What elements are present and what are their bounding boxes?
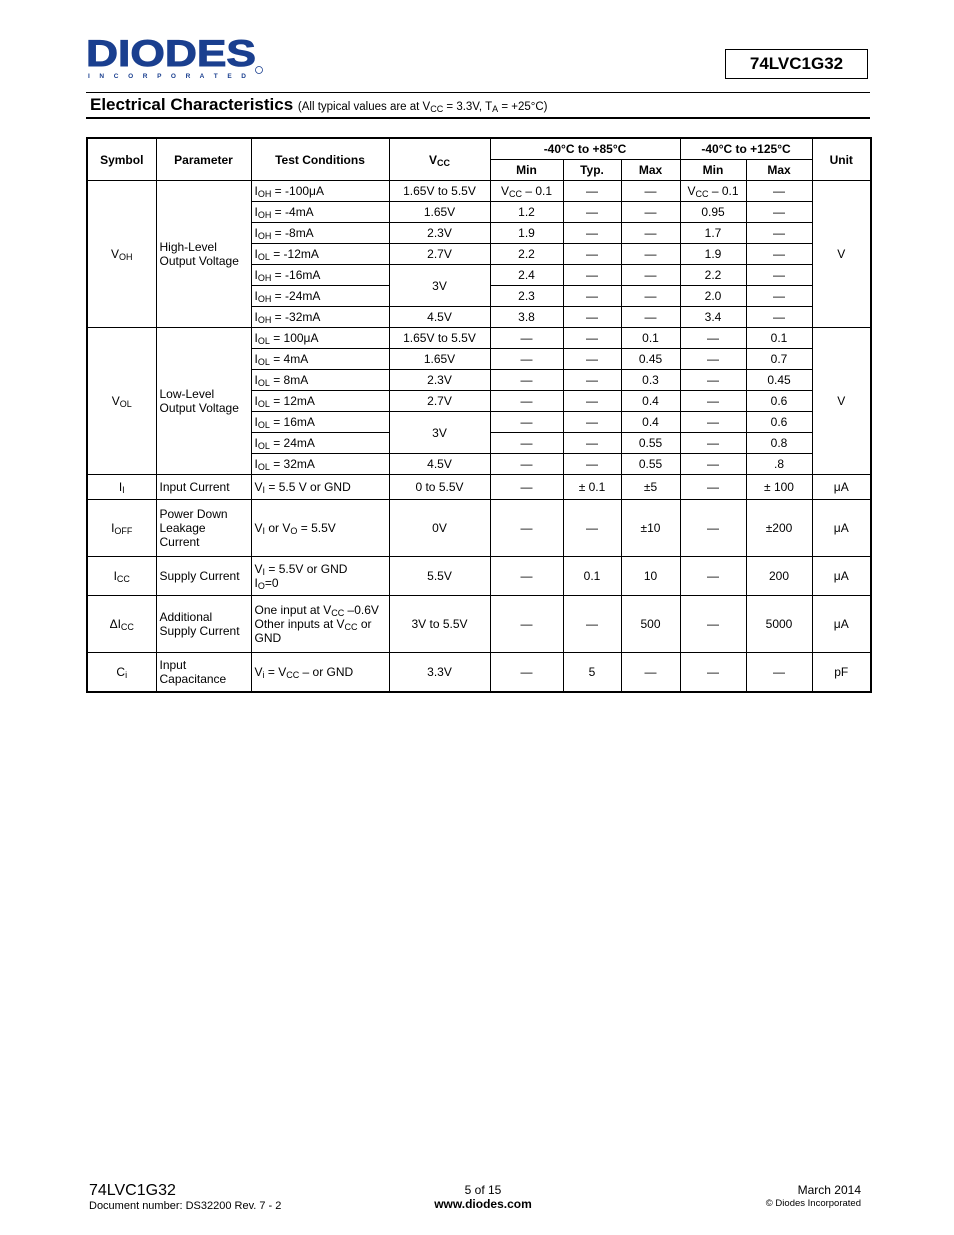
min-85-cell: — xyxy=(490,370,563,391)
max-125-cell: .8 xyxy=(746,454,812,475)
max-85-cell: 0.45 xyxy=(621,349,680,370)
max-125-cell: — xyxy=(746,265,812,286)
parameter-icc: Supply Current xyxy=(156,557,251,596)
min-125-cell: — xyxy=(680,433,746,454)
header-typ-85: Typ. xyxy=(563,160,621,181)
symbol-ii: $I_I$ xyxy=(87,475,156,500)
table-row xyxy=(87,500,871,557)
logo-subtitle: I N C O R P O R A T E D xyxy=(88,73,246,80)
condition-cell: $I_{OH} = -32mA$ xyxy=(251,307,389,328)
min-85-cell: — xyxy=(490,328,563,349)
condition-cell: $I_{OH} = -16mA$ xyxy=(251,265,389,286)
max-85-cell: — xyxy=(621,286,680,307)
table-row xyxy=(87,557,871,596)
min-125-cell: 1.9 xyxy=(680,244,746,265)
vcc-cell: 2.7V xyxy=(389,391,490,412)
max-85-cell: 500 xyxy=(621,596,680,653)
footer-doc-number: Document number: DS32200 Rev. 7 - 2 xyxy=(89,1200,282,1212)
typ-85-cell: — xyxy=(563,244,621,265)
max-125-cell: — xyxy=(746,223,812,244)
typ-85-cell: 0.1 xyxy=(563,557,621,596)
footer-copyright: © Diodes Incorporated xyxy=(765,1198,861,1209)
typ-85-cell: — xyxy=(563,307,621,328)
unit-ioff: μA xyxy=(812,500,871,557)
diodes-logo xyxy=(86,36,266,80)
typ-85-cell: — xyxy=(563,596,621,653)
min-125-cell: — xyxy=(680,370,746,391)
min-85-cell: — xyxy=(490,349,563,370)
unit-voh: V xyxy=(812,181,871,328)
min-85-cell: — xyxy=(490,653,563,693)
section-title xyxy=(90,95,548,115)
header-symbol: Symbol xyxy=(87,138,156,181)
vcc-cell: 0V xyxy=(389,500,490,557)
typ-85-cell: — xyxy=(563,223,621,244)
condition-cell: $I_{OL} = 32mA$ xyxy=(251,454,389,475)
max-85-cell: 0.4 xyxy=(621,412,680,433)
symbol-icc: $I_{CC}$ xyxy=(87,557,156,596)
unit-ci: pF xyxy=(812,653,871,693)
min-125-cell: 2.0 xyxy=(680,286,746,307)
min-125-cell: — xyxy=(680,349,746,370)
min-125-cell: $V_{CC} - 0.1$ xyxy=(680,181,746,202)
max-85-cell: 0.55 xyxy=(621,433,680,454)
max-125-cell: — xyxy=(746,286,812,307)
header-range-85: -40°C to +85°C xyxy=(490,138,680,160)
header-parameter: Parameter xyxy=(156,138,251,181)
vcc-cell: 3V xyxy=(389,412,490,454)
condition-cell: $I_{OL} = -12mA$ xyxy=(251,244,389,265)
vcc-cell: 4.5V xyxy=(389,454,490,475)
condition-cell: $V_i = V_{CC}$ – or GND xyxy=(251,653,389,693)
table-row xyxy=(87,475,871,500)
symbol-vol: $V_{OL}$ xyxy=(87,328,156,475)
max-125-cell: 0.8 xyxy=(746,433,812,454)
condition-cell: $I_{OL} = 16mA$ xyxy=(251,412,389,433)
min-125-cell: — xyxy=(680,454,746,475)
typ-85-cell: — xyxy=(563,433,621,454)
logo-wordmark: DIODES xyxy=(86,36,256,74)
min-125-cell: — xyxy=(680,412,746,433)
max-85-cell: 0.4 xyxy=(621,391,680,412)
min-85-cell: 1.9 xyxy=(490,223,563,244)
header-min-85: Min xyxy=(490,160,563,181)
vcc-cell: 2.3V xyxy=(389,223,490,244)
unit-dicc: μA xyxy=(812,596,871,653)
parameter-ii: Input Current xyxy=(156,475,251,500)
table-row xyxy=(87,181,871,202)
footer-date: March 2014 xyxy=(797,1183,861,1197)
table-row xyxy=(87,653,871,693)
max-85-cell: ±10 xyxy=(621,500,680,557)
vcc-cell: 2.3V xyxy=(389,370,490,391)
min-125-cell: — xyxy=(680,328,746,349)
min-125-cell: 0.95 xyxy=(680,202,746,223)
header-vcc: $V_{CC}$ xyxy=(389,138,490,181)
condition-cell: $I_{OL} = 24mA$ xyxy=(251,433,389,454)
typ-85-cell: — xyxy=(563,181,621,202)
vcc-cell: 0 to 5.5V xyxy=(389,475,490,500)
table-row xyxy=(87,596,871,653)
unit-vol: V xyxy=(812,328,871,475)
min-85-cell: 2.3 xyxy=(490,286,563,307)
unit-ii: μA xyxy=(812,475,871,500)
max-125-cell: — xyxy=(746,181,812,202)
min-125-cell: — xyxy=(680,391,746,412)
header-unit: Unit xyxy=(812,138,871,181)
min-85-cell: — xyxy=(490,391,563,412)
max-85-cell: — xyxy=(621,653,680,693)
header-test-conditions: Test Conditions xyxy=(251,138,389,181)
min-85-cell: — xyxy=(490,475,563,500)
max-85-cell: — xyxy=(621,265,680,286)
section-rule xyxy=(86,117,870,119)
footer-page: 5 of 15 xyxy=(464,1183,502,1197)
parameter-vol: Low-Level Output Voltage xyxy=(156,328,251,475)
symbol-ioff: $I_{OFF}$ xyxy=(87,500,156,557)
max-125-cell: 0.45 xyxy=(746,370,812,391)
max-85-cell: — xyxy=(621,244,680,265)
condition-cell: $I_{OH} = -24mA$ xyxy=(251,286,389,307)
condition-cell: $I_{OL} = 4mA$ xyxy=(251,349,389,370)
vcc-cell: 1.65V to 5.5V xyxy=(389,181,490,202)
vcc-cell: 1.65V to 5.5V xyxy=(389,328,490,349)
typ-85-cell: — xyxy=(563,370,621,391)
condition-cell: $I_{OL} = 8mA$ xyxy=(251,370,389,391)
condition-cell: $I_{OH} = -100\mu A$ xyxy=(251,181,389,202)
max-85-cell: 10 xyxy=(621,557,680,596)
typ-85-cell: — xyxy=(563,500,621,557)
typ-85-cell: 5 xyxy=(563,653,621,693)
max-125-cell: ± 100 xyxy=(746,475,812,500)
typ-85-cell: — xyxy=(563,454,621,475)
parameter-ioff: Power Down Leakage Current xyxy=(156,500,251,557)
typ-85-cell: — xyxy=(563,328,621,349)
section-title-text: Electrical Characteristics xyxy=(90,95,294,114)
min-85-cell: — xyxy=(490,596,563,653)
vcc-cell: 1.65V xyxy=(389,202,490,223)
registered-mark-icon xyxy=(256,67,263,74)
max-125-cell: 0.1 xyxy=(746,328,812,349)
max-85-cell: — xyxy=(621,307,680,328)
condition-cell: $V_I = 5.5V$ or GND $I_O=0$ xyxy=(251,557,389,596)
table-header-row xyxy=(87,138,871,160)
typ-85-cell: — xyxy=(563,286,621,307)
header-range-125: -40°C to +125°C xyxy=(680,138,812,160)
section-note: (All typical values are at $V_{CC} = 3.3V$, $T_A = +25^\circ C$) xyxy=(297,101,548,114)
max-125-cell: 0.6 xyxy=(746,412,812,433)
parameter-ci: Input Capacitance xyxy=(156,653,251,693)
min-125-cell: 2.2 xyxy=(680,265,746,286)
min-125-cell: — xyxy=(680,500,746,557)
typ-85-cell: — xyxy=(563,412,621,433)
condition-cell: $V_I$ or $V_O = 5.5V$ xyxy=(251,500,389,557)
condition-cell: $I_{OL} = 12mA$ xyxy=(251,391,389,412)
max-125-cell: — xyxy=(746,307,812,328)
min-85-cell: 3.8 xyxy=(490,307,563,328)
parameter-dicc: Additional Supply Current xyxy=(156,596,251,653)
min-85-cell: $V_{CC} - 0.1$ xyxy=(490,181,563,202)
min-125-cell: — xyxy=(680,557,746,596)
max-85-cell: 0.55 xyxy=(621,454,680,475)
min-125-cell: — xyxy=(680,475,746,500)
vcc-cell: 1.65V xyxy=(389,349,490,370)
typ-85-cell: — xyxy=(563,202,621,223)
unit-icc: μA xyxy=(812,557,871,596)
max-85-cell: ±5 xyxy=(621,475,680,500)
header-max-85: Max xyxy=(621,160,680,181)
min-125-cell: — xyxy=(680,653,746,693)
vcc-cell: 4.5V xyxy=(389,307,490,328)
min-85-cell: — xyxy=(490,412,563,433)
max-125-cell: 5000 xyxy=(746,596,812,653)
min-125-cell: — xyxy=(680,596,746,653)
max-125-cell: 0.7 xyxy=(746,349,812,370)
header-rule xyxy=(86,92,870,93)
typ-85-cell: ± 0.1 xyxy=(563,475,621,500)
footer-website-link[interactable]: www.diodes.com xyxy=(434,1197,532,1211)
vcc-cell: 3V xyxy=(389,265,490,307)
condition-cell: One input at $V_{CC}$ –0.6V Other inputs at $V_{CC}$ or GND xyxy=(251,596,389,653)
max-85-cell: 0.3 xyxy=(621,370,680,391)
condition-cell: $I_{OL} = 100\mu A$ xyxy=(251,328,389,349)
table-row xyxy=(87,328,871,349)
part-number-box: 74LVC1G32 xyxy=(725,49,868,79)
parameter-voh: High-Level Output Voltage xyxy=(156,181,251,328)
header-min-125: Min xyxy=(680,160,746,181)
max-125-cell: 200 xyxy=(746,557,812,596)
symbol-voh: $V_{OH}$ xyxy=(87,181,156,328)
max-125-cell: ±200 xyxy=(746,500,812,557)
electrical-characteristics-table-container xyxy=(86,137,870,693)
vcc-cell: 2.7V xyxy=(389,244,490,265)
vcc-cell: 5.5V xyxy=(389,557,490,596)
max-125-cell: 0.6 xyxy=(746,391,812,412)
condition-cell: $I_{OH} = -8mA$ xyxy=(251,223,389,244)
min-85-cell: — xyxy=(490,557,563,596)
max-125-cell: — xyxy=(746,244,812,265)
min-85-cell: 1.2 xyxy=(490,202,563,223)
vcc-cell: 3V to 5.5V xyxy=(389,596,490,653)
min-125-cell: 3.4 xyxy=(680,307,746,328)
typ-85-cell: — xyxy=(563,391,621,412)
min-85-cell: 2.2 xyxy=(490,244,563,265)
min-85-cell: — xyxy=(490,454,563,475)
max-125-cell: — xyxy=(746,202,812,223)
min-125-cell: 1.7 xyxy=(680,223,746,244)
electrical-characteristics-table xyxy=(86,137,872,693)
header-max-125: Max xyxy=(746,160,812,181)
max-85-cell: — xyxy=(621,202,680,223)
vcc-cell: 3.3V xyxy=(389,653,490,693)
condition-cell: $I_{OH} = -4mA$ xyxy=(251,202,389,223)
min-85-cell: 2.4 xyxy=(490,265,563,286)
max-85-cell: 0.1 xyxy=(621,328,680,349)
condition-cell: $V_I = 5.5$ V or GND xyxy=(251,475,389,500)
min-85-cell: — xyxy=(490,433,563,454)
symbol-ci: $C_i$ xyxy=(87,653,156,693)
footer-part-number: 74LVC1G32 xyxy=(89,1182,176,1199)
typ-85-cell: — xyxy=(563,265,621,286)
max-125-cell: — xyxy=(746,653,812,693)
min-85-cell: — xyxy=(490,500,563,557)
max-85-cell: — xyxy=(621,181,680,202)
typ-85-cell: — xyxy=(563,349,621,370)
max-85-cell: — xyxy=(621,223,680,244)
symbol-dicc: $\Delta I_{CC}$ xyxy=(87,596,156,653)
